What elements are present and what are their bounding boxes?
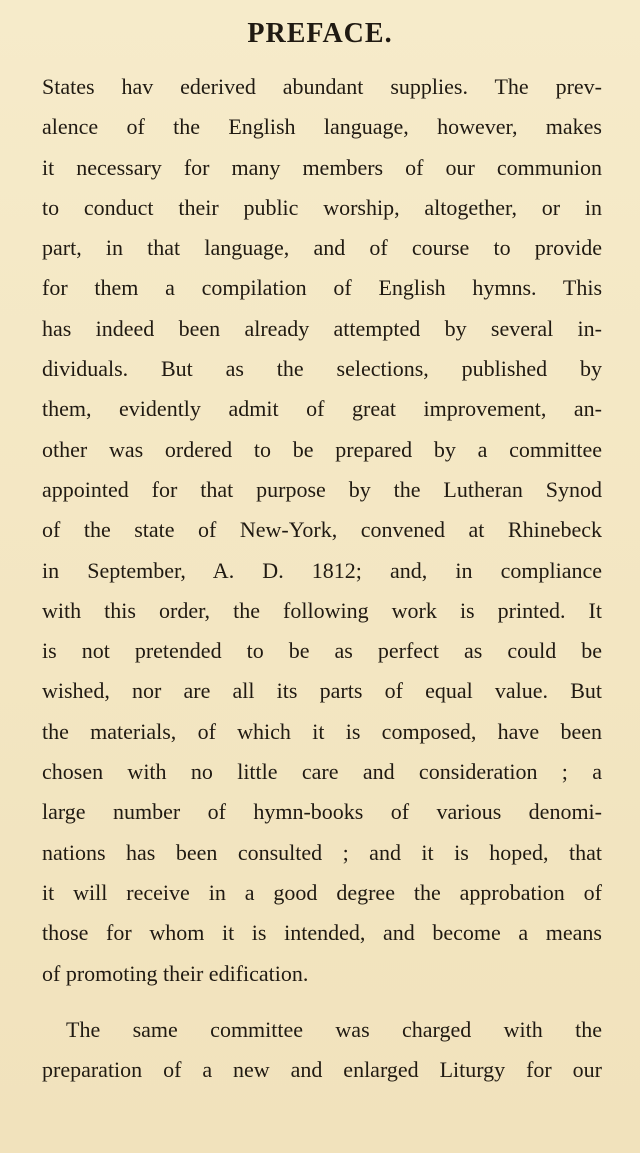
page-heading: PREFACE. [247,18,393,49]
body-text [42,67,602,1090]
text-line: with this order, the following work is printed. It [42,597,602,623]
text-line: dividuals. But as the selections, published by [42,356,602,382]
text-line: the materials, of which it is composed, have been [42,718,602,744]
text-line: to conduct their public worship, altogether, or in [42,194,602,220]
text-line: large number of hymn-books of various denomi- [42,799,602,825]
text-line: for them a compilation of English hymns. This [42,275,602,301]
text-line: it necessary for many members of our communion [42,154,602,180]
text-line: it will receive in a good degree the approbation of [42,879,602,905]
text-line: appointed for that purpose by the Lutheran Synod [42,476,602,502]
text-line: preparation of a new and enlarged Liturgy for our [42,1057,602,1083]
text-line: those for whom it is intended, and become a means [42,920,602,946]
text-line: chosen with no little care and consideration ; a [42,759,602,785]
text-line: in September, A. D. 1812; and, in compliance [42,557,602,583]
text-line: them, evidently admit of great improvement, an- [42,396,602,422]
text-line: of the state of New-York, convened at Rhinebeck [42,517,602,543]
text-line: wished, nor are all its parts of equal value. But [42,678,602,704]
paragraph-divider [42,994,602,1010]
text-line: The same committee was charged with the [66,1016,602,1042]
paragraph-1 [42,67,602,994]
text-line: alence of the English language, however, makes [42,114,602,140]
text-line: has indeed been already attempted by several in- [42,315,602,341]
text-line: part, in that language, and of course to provide [42,235,602,261]
text-line: nations has been consulted ; and it is hoped, that [42,839,602,865]
text-line: States hav ederived abundant supplies. The prev- [42,74,602,99]
text-line: is not pretended to be as perfect as could be [42,638,602,664]
text-line: of promoting their edification. [42,960,309,986]
paragraph-2 [42,1010,602,1091]
text-line: other was ordered to be prepared by a committee [42,436,602,462]
